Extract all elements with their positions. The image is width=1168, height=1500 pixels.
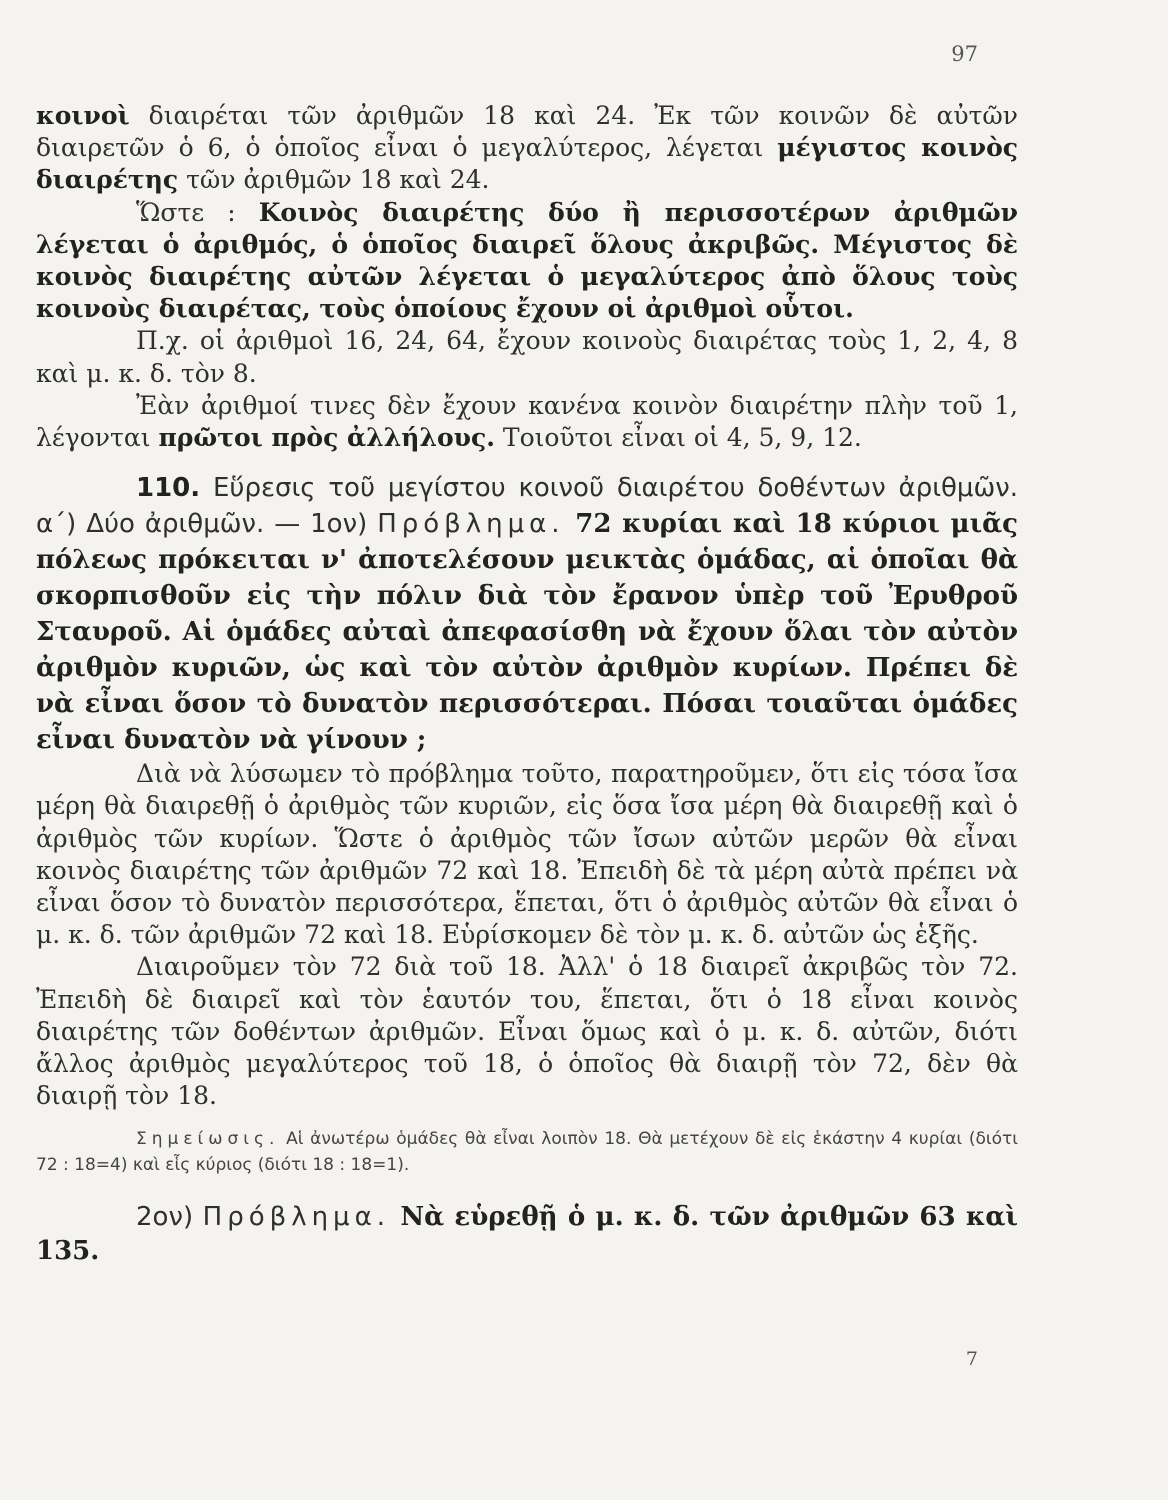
paragraph-solution: Διὰ νὰ λύσωμεν τὸ πρόβλημα τοῦτο, παρατηροῦμεν, ὅτι εἰς τόσα ἴσα μέρη θὰ διαιρεθῇ ὁ ἀριθμὸς τῶν κυριῶν, εἰς ὅσα ἴσα μέρη θὰ διαιρεθῇ καὶ ὁ ἀριθμὸς τῶν κυρίων. Ὥστε ὁ ἀριθμὸς τῶν ἴσων αὐτῶν μερῶν θὰ εἶναι κοινὸς διαιρέτης τῶν ἀριθμῶν 72 καὶ 18. Ἐπειδὴ δὲ τὰ μέρη αὐτὰ πρέπει νὰ εἶναι ὅσον τὸ δυνατὸν περισσότερα, ἕπεται, ὅτι ὁ ἀριθμὸς αὐτῶν θὰ εἶναι ὁ μ. κ. δ. τῶν ἀριθμῶν 72 καὶ 18. Εὑρίσκομεν δὲ τὸν μ. κ. δ. αὐτῶν ὡς ἑξῆς. — [36, 759, 1018, 950]
text-run: Ἐὰν ἀριθμοί τινες δὲν ἔχουν κανένα κοινὸν διαιρέτην πλὴν τοῦ 1, λέγονται — [36, 390, 1018, 453]
paragraph-coprime — [36, 390, 1018, 454]
problem-text: Νὰ εὑρεθῇ ὁ μ. κ. δ. τῶν ἀριθμῶν 63 καὶ 135. — [36, 1202, 1018, 1267]
paragraph-definition — [36, 197, 1018, 326]
signature-mark: 7 — [965, 1348, 978, 1370]
section-number: 110. — [136, 473, 201, 504]
page-number: 97 — [951, 42, 978, 66]
definition-text: Κοινὸς διαιρέτης δύο ἢ περισσοτέρων ἀριθμῶν λέγεται ὁ ἀριθμός, ὁ ὁποῖος διαιρεῖ ὅλους ἀκριβῶς. Μέγιστος δὲ κοινὸς διαιρέτης αὐτῶν λέγεται ὁ μεγαλύτερος ἀπὸ ὅλους τοὺς κοινοὺς διαιρέτας, τοὺς ὁποίους ἔχουν οἱ ἀριθμοὶ οὗτοι. — [36, 197, 1018, 324]
problem-label: Πρόβλημα. — [202, 1202, 391, 1233]
bold-term: πρῶτοι πρὸς ἀλλήλους. — [158, 423, 495, 453]
paragraph-common-divisors — [36, 100, 1018, 197]
text-run: Ὥστε : — [136, 197, 259, 227]
bold-term: κοινοὶ — [36, 101, 130, 130]
paragraph-division: Διαιροῦμεν τὸν 72 διὰ τοῦ 18. Ἀλλ' ὁ 18 διαιρεῖ ἀκριβῶς τὸν 72. Ἐπειδὴ δὲ διαιρεῖ καὶ τὸν ἑαυτόν του, ἕπεται, ὅτι ὁ 18 εἶναι κοινὸς διαιρέτης τῶν δοθέντων ἀριθμῶν. Εἶναι ὅμως καὶ ὁ μ. κ. δ. αὐτῶν, διότι ἄλλος ἀριθμὸς μεγαλύτερος τοῦ 18, ὁ ὁποῖος θὰ διαιρῇ τὸν 72, δὲν θὰ διαιρῇ τὸν 18. — [36, 952, 1018, 1111]
problem-label: Πρόβλημα. — [377, 509, 565, 540]
note-label: Σημείωσις. — [136, 1129, 280, 1150]
text-run: Τοιοῦτοι εἶναι οἱ 4, 5, 9, 12. — [494, 423, 862, 453]
note-text: Αἱ ἀνωτέρω ὁμάδες θὰ εἶναι λοιπὸν 18. Θὰ μετέχουν δὲ εἰς ἑκάστην 4 κυρίαι (διότι 72 : 18=4) καὶ εἷς κύριος (διότι 18 : 18=1). — [36, 1129, 1018, 1176]
body-text — [36, 100, 1018, 1268]
problem-text: 72 κυρίαι καὶ 18 κύριοι μιᾶς πόλεως πρόκειται ν' ἀποτελέσουν μεικτὰς ὁμάδας, αἱ ὁποῖαι θὰ σκορπισθοῦν εἰς τὴν πόλιν διὰ τὸν ἔρανον ὑπὲρ τοῦ Ἐρυθροῦ Σταυροῦ. Αἱ ὁμάδες αὐταὶ ἀπεφασίσθη νὰ ἔχουν ὅλαι τὸν αὐτὸν ἀριθμὸν κυριῶν, ὡς καὶ τὸν αὐτὸν ἀριθμὸν κυρίων. Πρέπει δὲ νὰ εἶναι ὅσον τὸ δυνατὸν περισσότεραι. Πόσαι τοιαῦται ὁμάδες εἶναι δυνατὸν νὰ γίνουν ; — [36, 509, 1018, 756]
text-run: τῶν ἀριθμῶν 18 καὶ 24. — [178, 165, 490, 195]
text-run: διαιρέται τῶν ἀριθμῶν 18 καὶ 24. Ἐκ τῶν κοινῶν δὲ αὐτῶν διαιρετῶν ὁ 6, ὁ ὁποῖος εἶναι ὁ μεγαλύτερος, λέγεται — [36, 101, 1018, 163]
problem-2 — [36, 1200, 1018, 1268]
section-title: Εὕρεσις τοῦ μεγίστου κοινοῦ διαιρέτου δοθέντων ἀριθμῶν. α΄) Δύο ἀριθμῶν. — 1ον) — [36, 473, 1018, 540]
note — [36, 1126, 1018, 1178]
section-110 — [36, 470, 1018, 758]
bold-term: μέγιστος κοινὸς διαιρέτης — [36, 133, 1018, 195]
problem-number: 2ον) — [136, 1202, 203, 1233]
paragraph-example: Π.χ. οἱ ἀριθμοὶ 16, 24, 64, ἔχουν κοινοὺς διαιρέτας τοὺς 1, 2, 4, 8 καὶ μ. κ. δ. τὸν 8. — [36, 326, 1018, 388]
